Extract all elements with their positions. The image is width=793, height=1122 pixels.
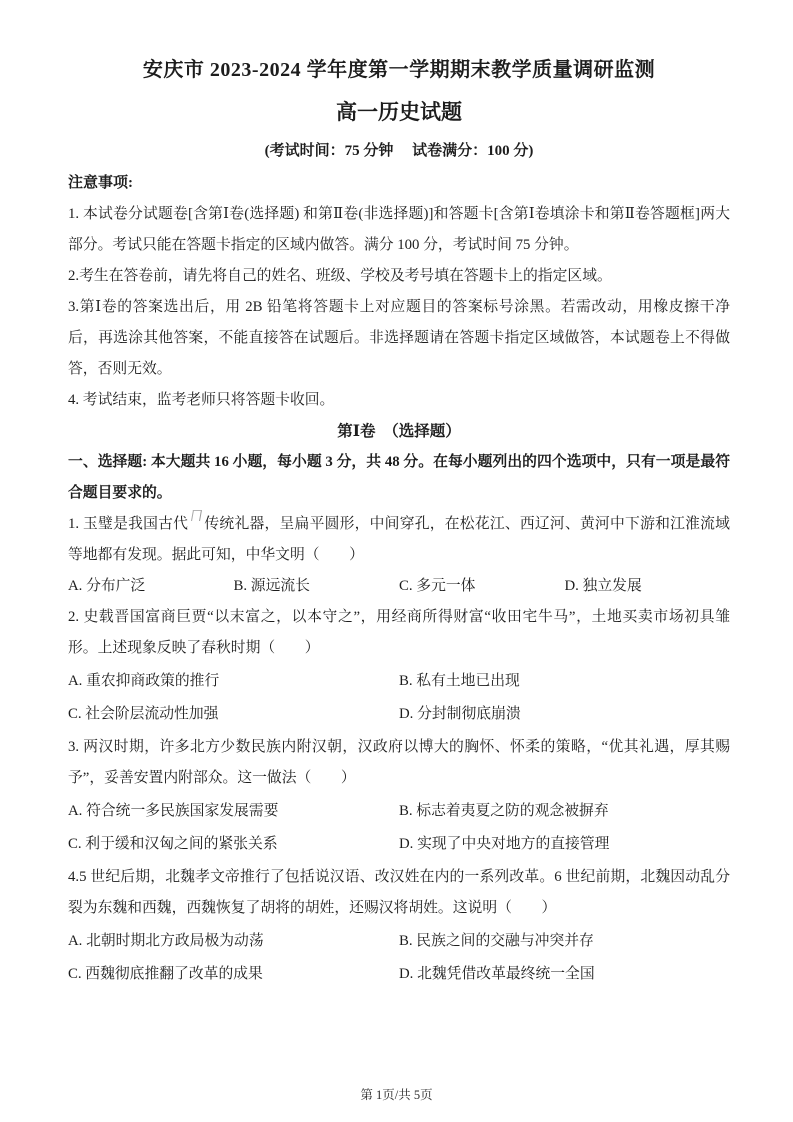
page-number: 第 1页/共 5页 — [360, 1088, 433, 1102]
question-3-option-a: A. 符合统一多民族国家发展需要 — [68, 803, 279, 819]
question-3-option-c: C. 利于缓和汉匈之间的紧张关系 — [68, 836, 278, 852]
question-1-option-a: A. 分布广泛 — [68, 578, 146, 594]
question-1-option-c: C. 多元一体 — [399, 578, 476, 594]
notice-item-4: 4. 考试结束，监考老师只将答题卡收回。 — [68, 392, 335, 408]
notice-item-3: 3.第Ⅰ卷的答案选出后，用 2B 铅笔将答题卡上对应题目的答案标号涂黑。若需改动，用橡皮擦干净后，再选涂其他答案，不能直接答在试题后。非选择题请在答题卡指定区域做答，本试题卷上不得做答，否则无效。 — [68, 299, 730, 377]
question-4-options — [68, 924, 730, 992]
section-1-header: 第Ⅰ卷 （选择题） — [337, 423, 461, 440]
question-3 — [68, 732, 730, 862]
question-1 — [68, 509, 730, 602]
question-2 — [68, 602, 730, 732]
question-1-option-d: D. 独立发展 — [564, 578, 642, 594]
exam-info-line: (考试时间：75 分钟 试卷满分：100 分) — [264, 143, 534, 159]
notice-item-1: 1. 本试卷分试题卷[含第Ⅰ卷(选择题) 和第Ⅱ卷(非选择题)]和答题卡[含第Ⅰ卷填涂卡和第Ⅱ卷答题框]两大部分。考试只能在答题卡指定的区域内做答。满分 100 分，考试时间 75 分钟。 — [68, 206, 730, 253]
question-1-options — [68, 571, 730, 602]
question-3-option-d: D. 实现了中央对地方的直接管理 — [399, 836, 610, 852]
question-4-option-d: D. 北魏凭借改革最终统一全国 — [399, 966, 595, 982]
question-4-option-a: A. 北朝时期北方政局极为动荡 — [68, 933, 264, 949]
question-2-option-b: B. 私有土地已出现 — [399, 673, 520, 689]
question-3-option-b: B. 标志着夷夏之防的观念被摒弃 — [399, 803, 609, 819]
question-4-option-b: B. 民族之间的交融与冲突并存 — [399, 933, 594, 949]
notice-heading: 注意事项: — [68, 175, 133, 191]
question-4-option-c: C. 西魏彻底推翻了改革的成果 — [68, 966, 263, 982]
page-title: 安庆市 2023-2024 学年度第一学期期末教学质量调研监测 — [142, 59, 656, 81]
question-4-stem: 4.5 世纪后期，北魏孝文帝推行了包括说汉语、改汉姓在内的一系列改革。6 世纪前期，北魏因动乱分裂为东魏和西魏，西魏恢复了胡将的胡姓，还赐汉将胡姓。这说明（ ） — [68, 869, 730, 916]
notice-item-2: 2.考生在答卷前，请先将自己的姓名、班级、学校及考号填在答题卡上的指定区域。 — [68, 268, 612, 284]
question-1-option-b: B. 源远流长 — [233, 578, 310, 594]
section-1-intro: 一、选择题: 本大题共 16 小题，每小题 3 分，共 48 分。在每小题列出的四个选项中，只有一项是最符合题目要求的。 — [68, 454, 730, 501]
question-3-stem: 3. 两汉时期，许多北方少数民族内附汉朝，汉政府以博大的胸怀、怀柔的策略，“优其礼遇，厚其赐予”，妥善安置内附部众。这一做法（ ） — [68, 739, 730, 786]
question-3-options — [68, 794, 730, 862]
question-1-stem-part-b: 传统礼器，呈扁平圆形，中间穿孔，在松花江、西辽河、黄河中下游和江淮流域等地都有发现。据此可知，中华文明（ ） — [68, 516, 730, 563]
question-1-stem — [68, 509, 730, 571]
scan-artifact-mark — [191, 510, 202, 521]
question-2-option-a: A. 重农抑商政策的推行 — [68, 673, 220, 689]
page-subtitle: 高一历史试题 — [336, 100, 462, 124]
question-2-option-d: D. 分封制彻底崩溃 — [399, 706, 521, 722]
question-2-stem: 2. 史载晋国富商巨贾“以末富之，以本守之”，用经商所得财富“收田宅牛马”，土地买卖市场初具雏形。上述现象反映了春秋时期（ ） — [68, 609, 730, 656]
question-1-stem-part-a: 1. 玉璧是我国古代 — [68, 516, 189, 532]
question-4 — [68, 862, 730, 992]
question-2-options — [68, 664, 730, 732]
question-2-option-c: C. 社会阶层流动性加强 — [68, 706, 219, 722]
